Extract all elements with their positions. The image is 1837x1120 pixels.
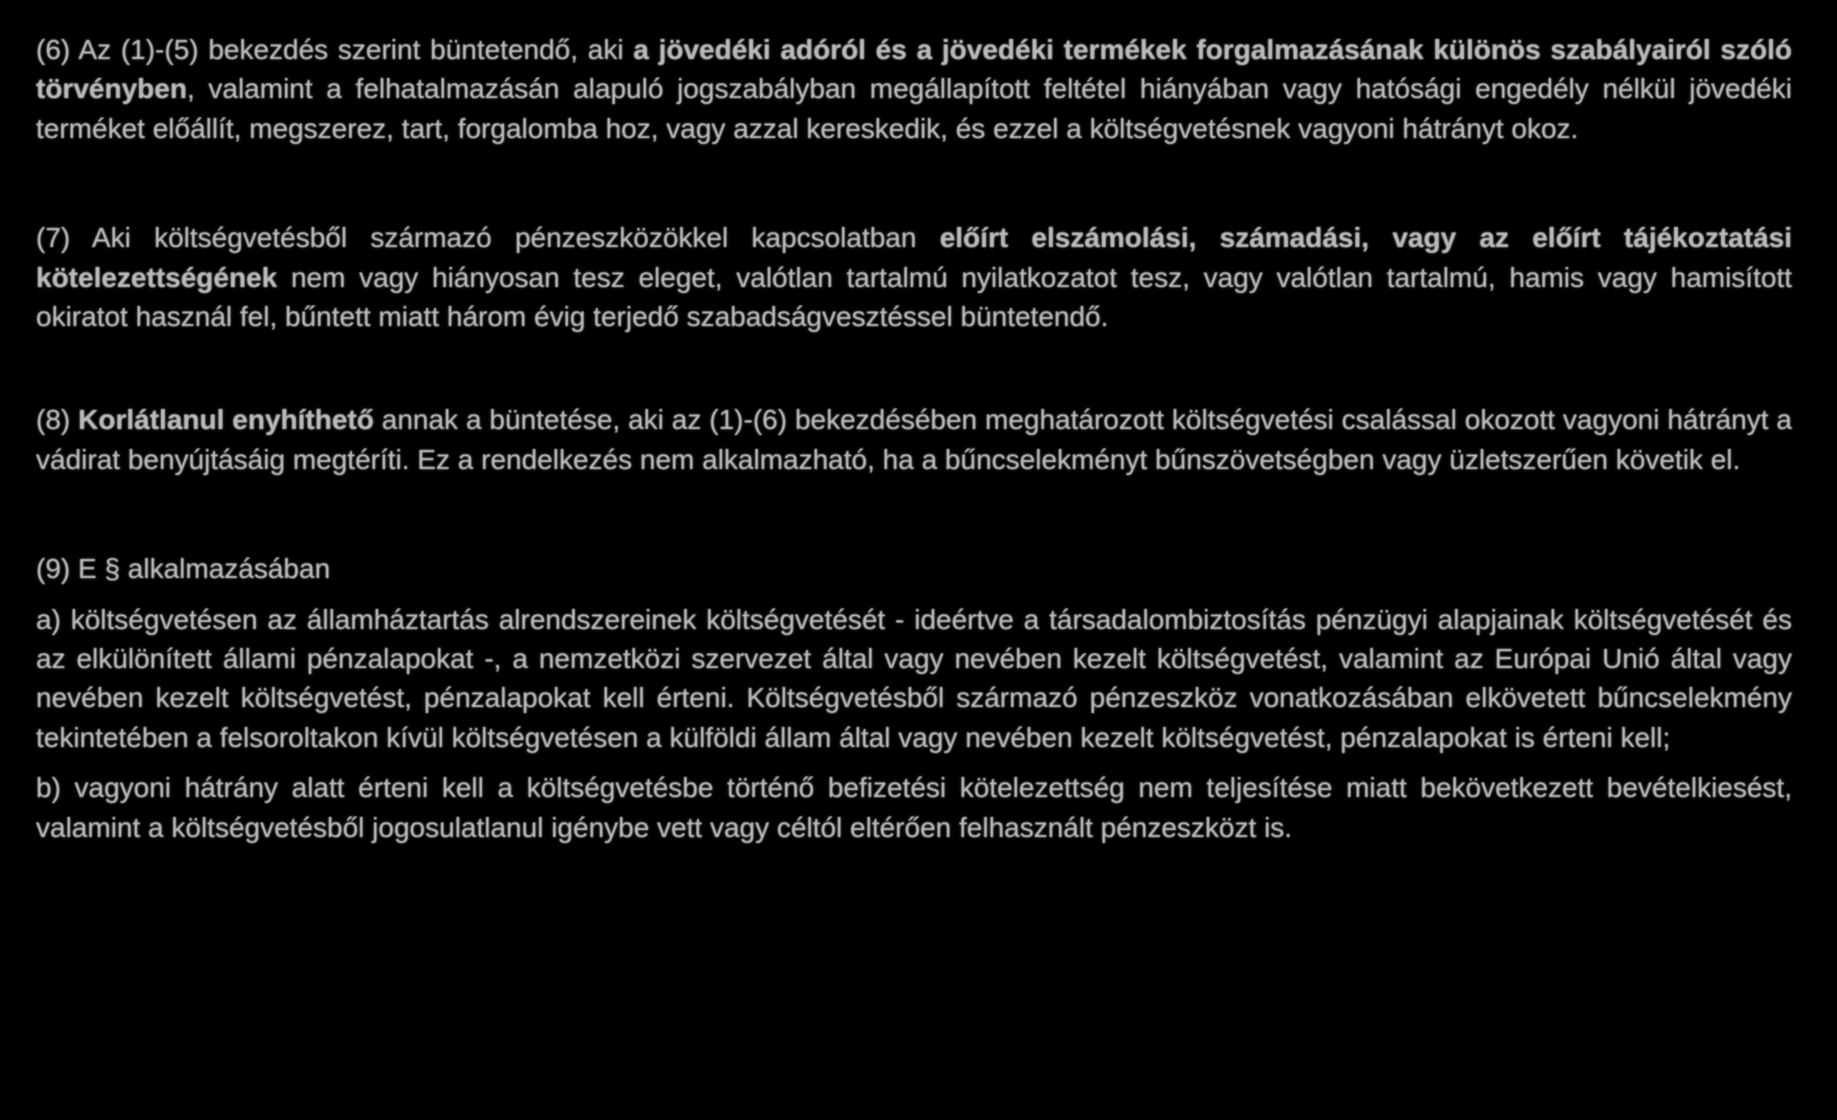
paragraph-spacer [36,479,1792,549]
document-text-block [36,30,1792,1110]
paragraph-6-text-end: , valamint a felhatalmazásán alapuló jogszabályban megállapított feltétel hiányában vagy hatósági engedély nélkül jövedéki terméket előállít, megszerez, tart, forgalomba hoz, vagy azzal kereskedik, és ezzel a költségvetésnek vagyoni hátrányt okoz. [36,73,1792,144]
paragraph-spacer [36,336,1792,400]
paragraph-6-text-start: (6) Az (1)-(5) bekezdés szerint büntetendő, aki [36,34,634,65]
paragraph-8-text-start: (8) [36,404,79,436]
paragraph-7-text-start: (7) Aki költségvetésből származó pénzeszközökkel kapcsolatban [36,222,940,254]
paragraph-7-bold-phrase: előírt elszámolási, számadási, vagy az előírt tájékoztatási kötelezettségének [36,222,1792,293]
paragraph-6 [36,30,1792,148]
paragraph-8-text-end: annak a büntetése, aki az (1)-(6) bekezdésében meghatározott költségvetési csalással okozott vagyoni hátrányt a vádirat benyújtásáig megtéríti. Ez a rendelkezés nem alkalmazható, ha a bűncselekményt bűnszövetségben vagy üzletszerűen követik el. [36,404,1792,475]
paragraph-8-bold-phrase: Korlátlanul enyhíthető [78,404,374,436]
paragraph-6-bold-phrase: a jövedéki adóról és a jövedéki termékek forgalmazásának különös szabályairól szóló törvényben [36,34,1792,105]
paragraph-spacer [36,589,1792,600]
paragraph-7-text-end: nem vagy hiányosan tesz eleget, valótlan tartalmú nyilatkozatot tesz, vagy valótlan tartalmú, hamis vagy hamisított okiratot használ fel, bűntett miatt három évig terjedő szabadságvesztéssel büntetendő. [36,261,1792,333]
paragraph-spacer [36,148,1792,218]
paragraph-spacer [36,757,1792,768]
paragraph-9-heading: (9) E § alkalmazásában [36,553,331,585]
paragraph-7 [36,218,1792,336]
paragraph-8 [36,400,1792,479]
paragraph-9-point-a: a) költségvetésen az államháztartás alrendszereinek költségvetését - ideértve a társadalombiztosítás pénzügyi alapjainak költségvetését és az elkülönített állami pénzalapokat -, a nemzetközi szervezet által vagy nevében kezelt költségvetést, valamint az Európai Unió által vagy nevében kezelt költségvetést, pénzalapokat kell érteni. Költségvetésből származó pénzeszköz vonatkozásában elkövetett bűncselekmény tekintetében a felsoroltakon kívül költségvetésen a külföldi állam által vagy nevében kezelt költségvetést, pénzalapokat is érteni kell; [36,603,1792,753]
paragraph-9-point-b: b) vagyoni hátrány alatt érteni kell a költségvetésbe történő befizetési kötelezettség nem teljesítése miatt bekövetkezett bevételkiesést, valamint a költségvetésből jogosulatlanul igénybe vett vagy céltól eltérően felhasznált pénzeszközt is. [36,772,1792,843]
